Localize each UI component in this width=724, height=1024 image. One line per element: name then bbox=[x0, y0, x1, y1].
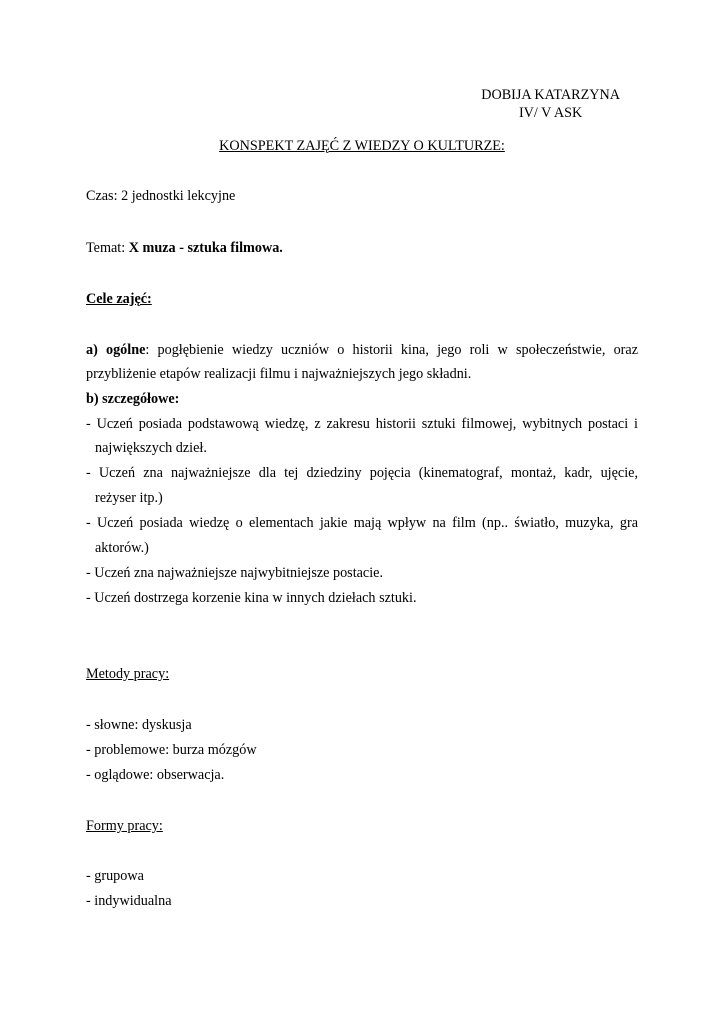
metody-item-1: - słowne: dyskusja bbox=[86, 717, 192, 733]
ogolne-line-2: przybliżenie etapów realizacji filmu i najważniejszych jego składni. bbox=[86, 366, 472, 382]
temat-line bbox=[86, 239, 283, 257]
szczegolowe-item-4: - Uczeń zna najważniejsze najwybitniejsze postacie. bbox=[86, 565, 384, 581]
cele-heading: Cele zajęć: bbox=[86, 291, 152, 307]
ogolne-label: a) ogólne bbox=[86, 342, 146, 358]
temat-label: Temat: bbox=[86, 240, 129, 256]
szczegolowe-item-2-line-2: reżyser itp.) bbox=[95, 490, 163, 506]
author-class: IV/ V ASK bbox=[518, 105, 583, 121]
formy-item-1: - grupowa bbox=[86, 868, 144, 884]
formy-heading: Formy pracy: bbox=[86, 818, 163, 834]
author-name: DOBIJA KATARZYNA bbox=[481, 87, 620, 103]
document-title: KONSPEKT ZAJĘĆ Z WIEDZY O KULTURZE: bbox=[219, 138, 505, 154]
szczegolowe-item-3-line-1: - Uczeń posiada wiedzę o elementach jakie mają wpływ na film (np.. światło, muzyka, gra bbox=[86, 515, 638, 531]
szczegolowe-item-1-line-2: największych dzieł. bbox=[95, 440, 207, 456]
szczegolowe-item-5: - Uczeń dostrzega korzenie kina w innych dziełach sztuki. bbox=[86, 590, 417, 606]
metody-item-3: - oglądowe: obserwacja. bbox=[86, 767, 225, 783]
szczegolowe-item-1-line-1: - Uczeń posiada podstawową wiedzę, z zakresu historii sztuki filmowej, wybitnych postaci i bbox=[86, 416, 638, 432]
metody-item-2: - problemowe: burza mózgów bbox=[86, 742, 257, 758]
ogolne-line-1 bbox=[86, 341, 638, 359]
szczegolowe-item-2-line-1: - Uczeń zna najważniejsze dla tej dziedziny pojęcia (kinematograf, montaż, kadr, ujęcie, bbox=[86, 465, 638, 481]
formy-item-2: - indywidualna bbox=[86, 893, 172, 909]
szczegolowe-item-3-line-2: aktorów.) bbox=[95, 540, 149, 556]
metody-heading: Metody pracy: bbox=[86, 666, 170, 682]
author-block bbox=[481, 86, 620, 122]
temat-value: X muza - sztuka filmowa. bbox=[128, 240, 283, 256]
szczegolowe-label: b) szczegółowe: bbox=[86, 391, 180, 407]
czas-line: Czas: 2 jednostki lekcyjne bbox=[86, 188, 236, 204]
ogolne-text: : pogłębienie wiedzy uczniów o historii kina, jego roli w społeczeństwie, oraz bbox=[145, 342, 638, 358]
